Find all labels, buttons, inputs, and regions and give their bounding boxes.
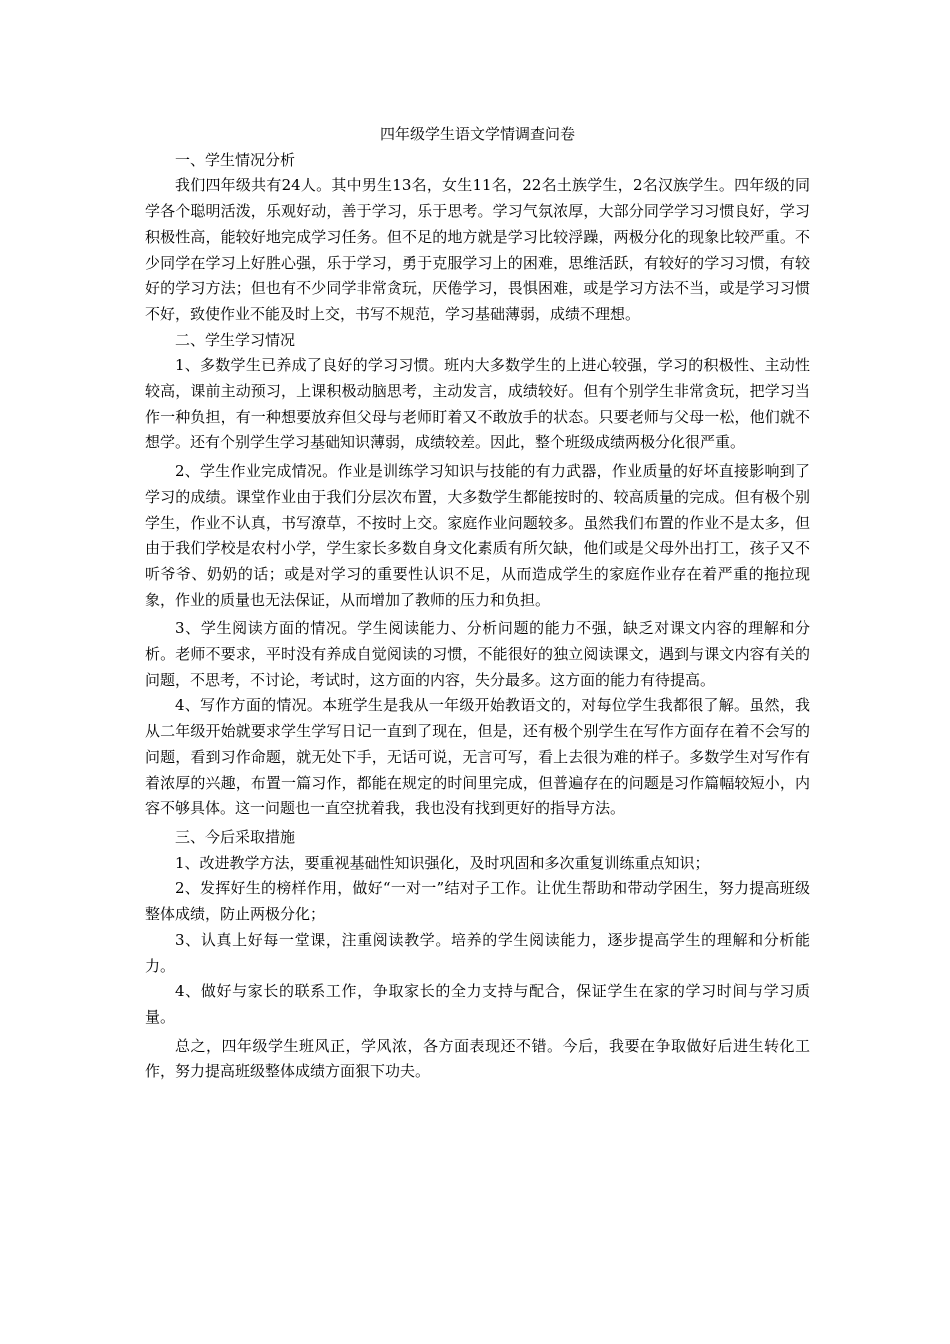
paragraph-study-habits: 1、多数学生已养成了良好的学习习惯。班内大多数学生的上进心较强，学习的积极性、主动性较高，课前主动预习，上课积极动脑思考，主动发言，成绩较好。但有个别学生非常贪玩，把学习当作一种负担，有一种想要放弃但父母与老师盯着又不敢放手的状态。只要老师与父母一松，他们就不想学。还有个别学生学习基础知识薄弱，成绩较差。因此，整个班级成绩两极分化很严重。	[145, 356, 810, 452]
document-page	[145, 122, 810, 1085]
paragraph-measure-1: 1、改进教学方法，要重视基础性知识强化，及时巩固和多次重复训练重点知识；	[175, 853, 710, 872]
document-title: 四年级学生语文学情调查问卷	[379, 125, 575, 143]
paragraph-reading: 3、学生阅读方面的情况。学生阅读能力、分析问题的能力不强，缺乏对课文内容的理解和分析。老师不要求，平时没有养成自觉阅读的习惯，不能很好的独立阅读课文，遇到与课文内容有关的问题，不思考，不讨论，考试时，这方面的内容，失分最多。这方面的能力有待提高。	[145, 619, 810, 689]
paragraph-measure-2: 2、发挥好生的榜样作用，做好“一对一”结对子工作。让优生帮助和带动学困生，努力提高班级整体成绩，防止两极分化；	[145, 879, 810, 924]
section-heading-student-analysis: 一、学生情况分析	[175, 150, 296, 169]
paragraph-conclusion: 总之，四年级学生班风正，学风浓，各方面表现还不错。今后，我要在争取做好后进生转化工作，努力提高班级整体成绩方面狠下功夫。	[145, 1036, 810, 1081]
paragraph-measure-4: 4、做好与家长的联系工作，争取家长的全力支持与配合，保证学生在家的学习时间与学习质量。	[145, 982, 810, 1026]
section-heading-learning-situation: 二、学生学习情况	[175, 330, 296, 349]
paragraph-measure-3: 3、认真上好每一堂课，注重阅读教学。培养的学生阅读能力，逐步提高学生的理解和分析能力。	[145, 930, 810, 975]
paragraph-student-overview: 我们四年级共有24人。其中男生13名，女生11名，22名土族学生，2名汉族学生。四年级的同学各个聪明活泼，乐观好动，善于学习，乐于思考。学习气氛浓厚，大部分同学学习习惯良好，学习积极性高，能较好地完成学习任务。但不足的地方就是学习比较浮躁，两极分化的现象比较严重。不少同学在学习上好胜心强，乐于学习，勇于克服学习上的困难，思维活跃，有较好的学习习惯，有较好的学习方法；但也有不少同学非常贪玩，厌倦学习，畏惧困难，或是学习方法不当，或是学习习惯不好，致使作业不能及时上交，书写不规范，学习基础薄弱，成绩不理想。	[145, 176, 810, 323]
paragraph-homework: 2、学生作业完成情况。作业是训练学习知识与技能的有力武器，作业质量的好坏直接影响到了学习的成绩。课堂作业由于我们分层次布置，大多数学生都能按时的、较高质量的完成。但有极个别学生，作业不认真，书写潦草，不按时上交。家庭作业问题较多。虽然我们布置的作业不是太多，但由于我们学校是农村小学，学生家长多数自身文化素质有所欠缺，他们或是父母外出打工，孩子又不听爷爷、奶奶的话；或是对学习的重要性认识不足，从而造成学生的家庭作业存在着严重的拖拉现象，作业的质量也无法保证，从而增加了教师的压力和负担。	[145, 462, 810, 609]
paragraph-writing: 4、写作方面的情况。本班学生是我从一年级开始教语文的，对每位学生我都很了解。虽然，我从二年级开始就要求学生学写日记一直到了现在，但是，还有极个别学生在写作方面存在着不会写的问题，看到习作命题，就无处下手，无话可说，无言可写，看上去很为难的样子。多数学生对写作有着浓厚的兴趣，布置一篇习作，都能在规定的时间里完成，但普遍存在的问题是习作篇幅较短小，内容不够具体。这一问题也一直空扰着我，我也没有找到更好的指导方法。	[145, 696, 810, 818]
section-heading-measures: 三、今后采取措施	[175, 827, 296, 846]
